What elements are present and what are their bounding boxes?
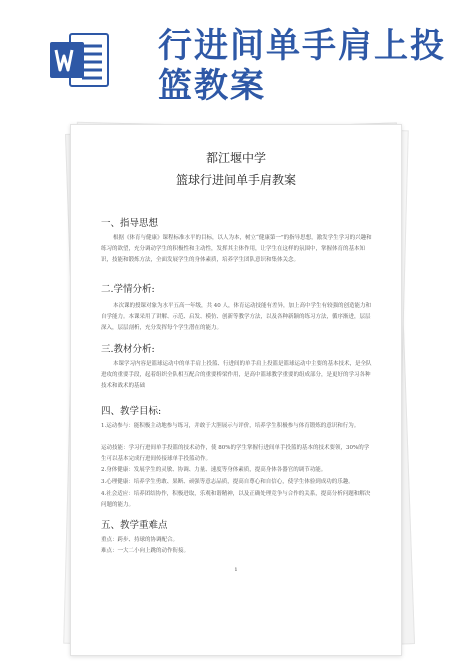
section-heading: 二.学情分析: xyxy=(101,284,155,295)
section-paragraph: 本次课的授课对象为水平五高一年级，共 40 人，体育运动技能有差异，加上高中学生有较强的创造能力和自学能力。本课采用了讲解、示范、启发、模仿、创新等教学方法，以及各种新颖的练习方法，循序渐进，层层深入，层层剖析，充分发挥每个学生潜在的能力。 xyxy=(101,303,371,331)
section-heading: 五、教学重难点 xyxy=(101,520,168,531)
section-heading: 一、指导思想 xyxy=(101,218,159,229)
section-paragraph: 重点：跨步、持球的协调配合。 xyxy=(101,537,179,543)
section-paragraph: 1.运动参与：能积极主动地参与练习，并敢于大胆展示与评价，培养学生积极参与体育锻炼的意识和行为。 xyxy=(101,423,360,429)
page-number: 1 xyxy=(234,567,238,573)
document-title: 篮球行进间单手肩教案 xyxy=(175,173,296,187)
section-heading: 三.教材分析: xyxy=(101,344,155,355)
document-page xyxy=(70,124,402,656)
header-banner xyxy=(0,0,474,112)
section-paragraph: 运动技能：学习行进间单手投篮的技术动作，使 80%的学生掌握行进间单手投篮的基本的技术要领，30%的学生可以基本完成行进间传接球单手投篮动作。 xyxy=(101,445,370,462)
section-paragraph: 本课学习内容是篮球运动中的单手肩上投篮、行进间的单手肩上投篮是篮球运动中主要的基本技术，是全队进攻的重要手段，起着组织全队相互配合的重要桥梁作用，是高中篮球教学重要的组成部分，是更好的学习各种技术和战术的基础 xyxy=(101,361,372,389)
word-document-icon xyxy=(48,28,112,92)
section-paragraph: 4.社会适应：培养团结协作，积极进取，乐观和谐精神，以及正确处理竞争与合作的关系，提高分析问题和解决问题的能力。 xyxy=(101,491,371,508)
section-paragraph: 根据《体育与健康》课程标准水平的目标，以人为本，树立“健康第一”的指导思想，激发学生学习的兴趣和练习的欲望，充分调动学生的积极性和主动性，发挥其主体作用，让学生在这样的氛围中，掌握体育的基本知识，技能和锻炼方法，全面发展学生的身体素质，培养学生团队意识和集体关念。 xyxy=(101,235,372,263)
section-paragraph: 3.心理健康：培养学生勇敢、果断、顽强等意志品质，提高自尊心和自信心，使学生体验到成功的乐趣。 xyxy=(101,479,354,485)
banner-title: 行进间单手肩上投篮教案 xyxy=(158,26,446,106)
school-name: 都江堰中学 xyxy=(205,151,266,165)
section-paragraph: 2.身体健康：发展学生的灵敏、协调、力量、速度等身体素质，提高身体各器官的调节功能。 xyxy=(101,467,327,473)
section-paragraph: 难点：一大二小向上跳的动作衔接。 xyxy=(101,548,190,554)
section-heading: 四、教学目标: xyxy=(101,406,162,417)
